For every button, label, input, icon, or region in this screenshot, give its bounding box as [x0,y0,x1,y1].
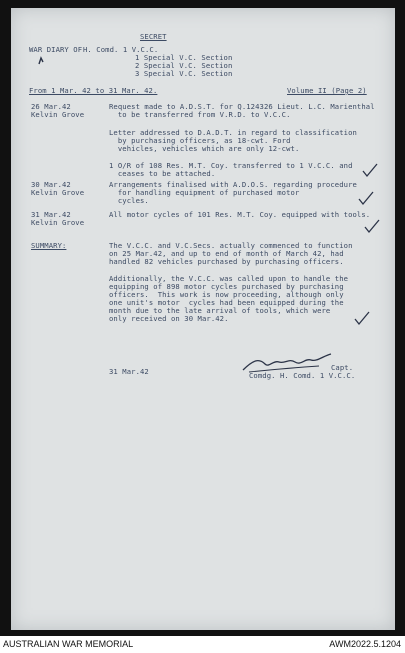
summary-line: officers. This work is now proceeding, although only [109,290,344,299]
entry-place: Kelvin Grove [31,110,85,119]
summary-line: only received on 30 Mar.42. [109,314,229,323]
summary-label: SUMMARY: [31,241,67,250]
entry-line: 1 O/R of 108 Res. M.T. Coy. transferred to 1 V.C.C. and [109,161,353,170]
entry-place: Kelvin Grove [31,188,85,197]
summary-line: handled 82 vehicles purchased by purchasing officers. [109,257,344,266]
entry-place: Kelvin Grove [31,218,85,227]
classification-mark: SECRET [140,32,167,41]
volume-line: Volume II (Page 2) [287,86,367,95]
tick-mark-icon [363,218,381,234]
tick-mark-icon [361,162,379,178]
period-line: From 1 Mar. 42 to 31 Mar. 42. [29,86,158,95]
summary-line: Additionally, the V.C.C. was called upon to handle the [109,274,349,283]
entry-date: 31 Mar.42 [31,210,71,219]
footer-institution: AUSTRALIAN WAR MEMORIAL [3,639,134,649]
summary-line: month due to the late arrival of tools, which were [109,306,331,315]
entry-line: for handling equipment of purchased motor [109,188,300,197]
document-page [11,8,395,630]
entry-line: to be transferred from V.R.D. to V.C.C. [109,110,291,119]
header-section-1: 1 Special V.C. Section [135,53,233,62]
entry-date: 26 Mar.42 [31,102,71,111]
entry-line: All motor cycles of 101 Res. M.T. Coy. equipped with tools. [109,210,371,219]
entry-date: 30 Mar.42 [31,180,71,189]
summary-line: The V.C.C. and V.C.Secs. actually commenced to function [109,241,353,250]
entry-line: vehicles, vehicles which are only 12-cwt. [109,144,300,153]
summary-line: on 25 Mar.42, and up to end of month of March 42, had [109,249,344,258]
tick-mark-icon [353,310,371,326]
archive-footer [0,636,405,653]
entry-line: ceases to be attached. [109,169,216,178]
sign-off-appointment: Comdg. H. Comd. 1 V.C.C. [249,371,356,380]
header-section-3: 3 Special V.C. Section [135,69,233,78]
entry-line: Letter addressed to D.A.D.T. in regard to classification [109,128,357,137]
entry-line: Arrangements finalised with A.D.O.S. regarding procedure [109,180,357,189]
entry-line: cycles. [109,196,149,205]
summary-line: one unit's motor cycles had been equipped during the [109,298,344,307]
header-label: WAR DIARY OF [29,45,83,54]
sign-off-date: 31 Mar.42 [109,367,149,376]
summary-line: equipping of 898 motor cycles purchased by purchasing [109,282,344,291]
footer-accession-number: AWM2022.5.1204 [329,639,401,649]
header-section-2: 2 Special V.C. Section [135,61,233,70]
header-unit: H. Comd. 1 V.C.C. [83,45,159,54]
entry-line: by purchasing officers, as 18-cwt. Ford [109,136,291,145]
entry-line: Request made to A.D.S.T. for Q.124326 Lieut. L.C. Marienthal [109,102,375,111]
tick-mark-icon [357,190,375,206]
pencil-mark-icon [37,56,47,66]
sign-off-rank: Capt. [331,363,354,372]
